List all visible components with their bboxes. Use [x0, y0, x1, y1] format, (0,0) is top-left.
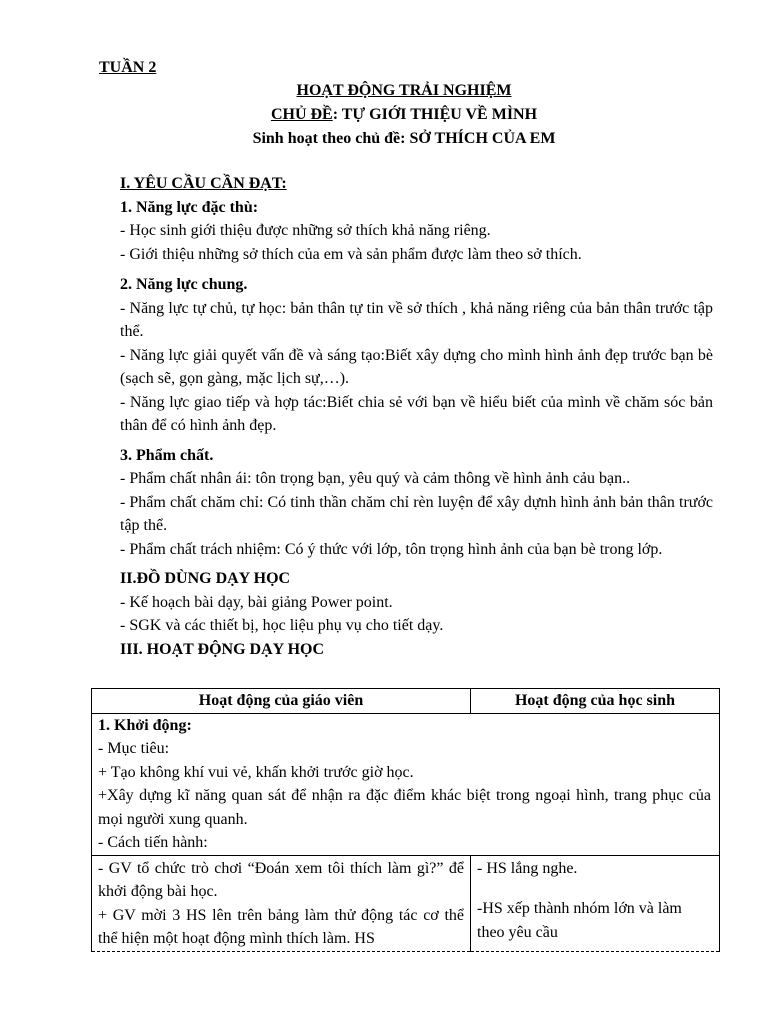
- sub3-item: - Phẩm chất trách nhiệm: Có ý thức với lớp, tôn trọng hình ảnh của bạn bè trong lớp.: [120, 540, 663, 558]
- warmup-heading: 1. Khởi động:: [98, 716, 192, 734]
- teacher-line: - GV tổ chức trò chơi “Đoán xem tôi thích làm gì?” để khởi động bài học.: [98, 859, 464, 900]
- doc-subtitle: Sinh hoạt theo chủ đề: SỞ THÍCH CỦA EM: [252, 130, 556, 147]
- doc-title: HOẠT ĐỘNG TRẢI NGHIỆM: [296, 82, 512, 99]
- col-teacher-header: Hoạt động của giáo viên: [92, 689, 471, 714]
- section2-heading: II.ĐỒ DÙNG DẠY HỌC: [120, 570, 291, 587]
- warmup-line: - Cách tiến hành:: [98, 834, 208, 851]
- table-row: [92, 855, 720, 951]
- sub2-item: - Năng lực giải quyết vấn đề và sáng tạo:Biết xây dựng cho mình hình ảnh đẹp trước bạn bè (sạch sẽ, gọn gàng, mặc lịch sự,…).: [120, 346, 713, 387]
- sub2-heading: 2. Năng lực chung.: [120, 276, 248, 293]
- table-header-row: [92, 689, 720, 714]
- topic-value: : TỰ GIỚI THIỆU VỀ MÌNH: [332, 106, 538, 123]
- teacher-line: + GV mời 3 HS lên trên bảng làm thử động tác cơ thể thể hiện một hoạt động mình thích làm. HS: [98, 906, 464, 947]
- teacher-activity-cell: [92, 855, 471, 951]
- topic-label: CHỦ ĐỀ: [270, 106, 333, 123]
- sub3-item: - Phẩm chất nhân ái: tôn trọng bạn, yêu quý và cảm thông về hình ảnh cảu bạn..: [120, 470, 631, 487]
- student-line: - HS lắng nghe.: [477, 859, 578, 877]
- section2-item: - SGK và các thiết bị, học liệu phụ vụ cho tiết dạy.: [120, 617, 444, 634]
- sub1-heading: 1. Năng lực đặc thù:: [120, 198, 259, 216]
- week-label: TUẦN 2: [99, 59, 157, 76]
- sub3-heading: 3. Phẩm chất.: [120, 446, 214, 464]
- sub2-item: - Năng lực tự chủ, tự học: bản thân tự tin về sở thích , khả năng riêng của bản thân trước tập thể.: [120, 299, 713, 340]
- topic-line: [0, 103, 768, 127]
- table-row: [92, 713, 720, 855]
- student-activity-cell: [471, 855, 720, 951]
- col-student-header: Hoạt động của học sinh: [471, 689, 720, 714]
- sub1-item: - Giới thiệu những sở thích của em và sản phẩm được làm theo sở thích.: [120, 245, 582, 263]
- warmup-line: +Xây dựng kĩ năng quan sát để nhận ra đặc điểm khác biệt trong ngoại hình, trang phục của mọi người xung quanh.: [98, 787, 711, 828]
- section2-item: - Kế hoạch bài dạy, bài giảng Power point.: [120, 593, 393, 611]
- activity-table: [91, 688, 720, 952]
- sub2-item: - Năng lực giao tiếp và hợp tác:Biết chia sẻ với bạn về hiểu biết của mình về chăm sóc bản thân để có hình ảnh đẹp.: [120, 393, 713, 434]
- warmup-line: + Tạo không khí vui vẻ, khấn khởi trước giờ học.: [98, 763, 414, 781]
- warmup-cell: [92, 713, 720, 855]
- sub1-item: - Học sinh giới thiệu được những sở thích khả năng riêng.: [120, 222, 491, 239]
- section3-heading: III. HOẠT ĐỘNG DẠY HỌC: [120, 640, 325, 658]
- warmup-line: - Mục tiêu:: [98, 740, 170, 757]
- student-line: -HS xếp thành nhóm lớn và làm theo yêu cầu: [477, 900, 682, 941]
- section1-heading: I. YÊU CẦU CẦN ĐẠT:: [120, 175, 287, 192]
- sub3-item: - Phẩm chất chăm chỉ: Có tinh thần chăm chỉ rèn luyện để xây dựnh hình ảnh bản thân trước tập thể.: [120, 493, 713, 534]
- lesson-body: [120, 172, 713, 661]
